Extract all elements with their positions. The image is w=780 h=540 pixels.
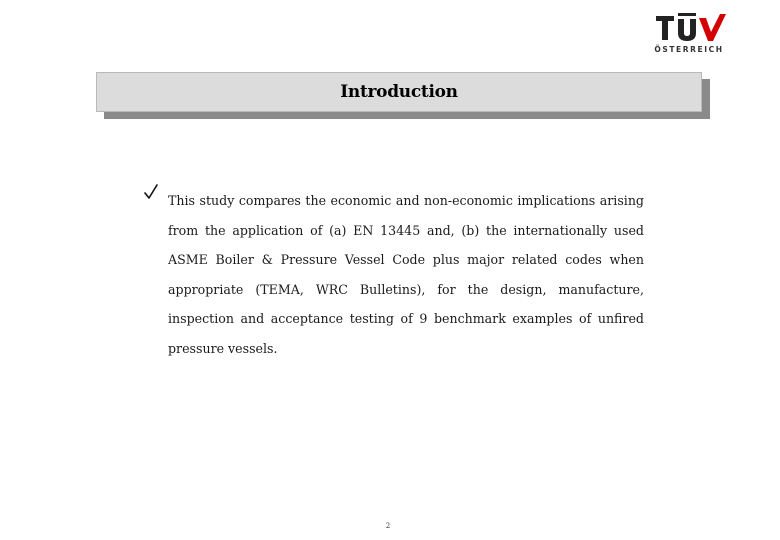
page-number: 2 — [385, 522, 391, 530]
page-title: Introduction — [340, 82, 458, 102]
logo-subtitle: ÖSTERREICH — [654, 45, 724, 54]
intro-paragraph: This study compares the economic and non-economic implications arising from the application of (a) EN 13445 and, (b) the internationally used ASME Boiler & Pressure Vessel Code plus major related codes when appropriate (TEMA, WRC Bulletins), for the design, manufacture, inspection and acceptance testing of 9 benchmark examples of unfired pressure vessels. — [168, 193, 644, 356]
tuv-austria-logo — [646, 12, 732, 56]
tuv-logo-mark — [654, 12, 728, 44]
title-bar — [96, 72, 702, 112]
checkmark-icon — [144, 184, 158, 200]
